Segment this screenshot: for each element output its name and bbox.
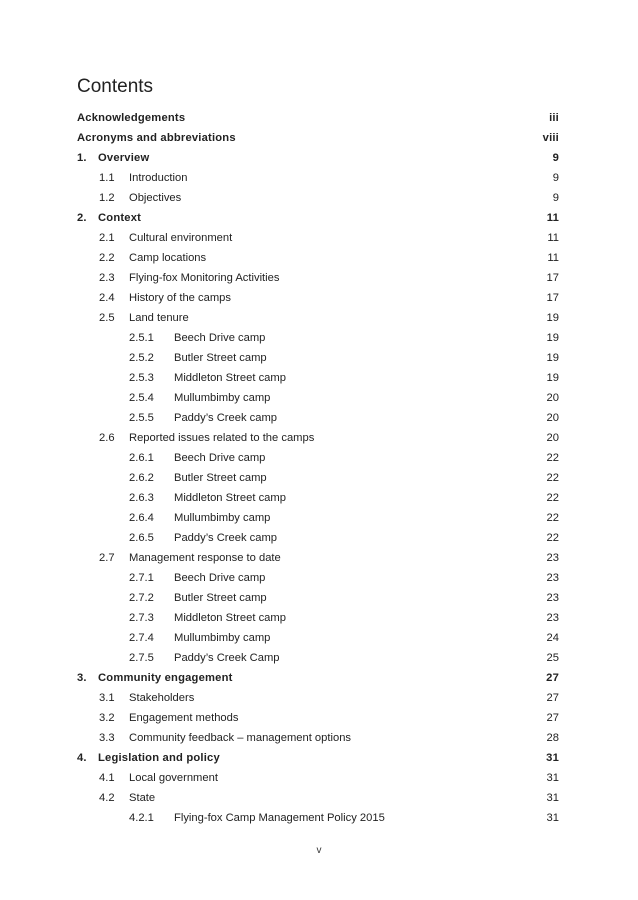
toc-entry[interactable] [0, 508, 638, 528]
toc-entry-page: 23 [546, 612, 559, 624]
toc-entry-number: 2.6.2 [129, 472, 154, 484]
toc-entry-number: 3.2 [99, 712, 115, 724]
toc-entry-page: iii [549, 112, 559, 124]
toc-entry-number: 4. [77, 752, 87, 764]
toc-entry-label: State [129, 792, 156, 804]
toc-entry-label: Butler Street camp [174, 472, 267, 484]
toc-entry-label: Beech Drive camp [174, 332, 266, 344]
toc-entry-number: 1.2 [99, 192, 115, 204]
toc-entry-number: 2.7.2 [129, 592, 154, 604]
toc-entry-number: 2.6.4 [129, 512, 154, 524]
toc-entry[interactable] [0, 768, 638, 788]
toc-entry-label: Management response to date [129, 552, 281, 564]
toc-entry-label: Butler Street camp [174, 592, 267, 604]
toc-entry-number: 1.1 [99, 172, 115, 184]
toc-entry-page: 28 [546, 732, 559, 744]
toc-entry-label: Legislation and policy [98, 752, 220, 764]
toc-entry-page: 20 [546, 412, 559, 424]
toc-entry-number: 2.7.1 [129, 572, 154, 584]
toc-entry-page: 20 [546, 432, 559, 444]
toc-entry-page: 23 [546, 572, 559, 584]
toc-entry-number: 2.5 [99, 312, 115, 324]
toc-entry-page: 11 [547, 232, 559, 244]
toc-entry[interactable] [0, 808, 638, 828]
toc-entry[interactable] [0, 128, 638, 148]
toc-entry-label: Stakeholders [129, 692, 195, 704]
toc-entry[interactable] [0, 268, 638, 288]
toc-entry-label: Engagement methods [129, 712, 239, 724]
table-of-contents [0, 108, 638, 828]
toc-entry-page: 22 [546, 512, 559, 524]
page-title: Contents [77, 76, 154, 97]
toc-entry-page: 11 [546, 212, 559, 224]
toc-entry[interactable] [0, 568, 638, 588]
toc-entry-number: 2.5.2 [129, 352, 154, 364]
toc-entry-page: 9 [552, 172, 559, 184]
toc-entry-label: Beech Drive camp [174, 452, 266, 464]
toc-entry-label: Mullumbimby camp [174, 392, 271, 404]
toc-entry-number: 2.6.5 [129, 532, 154, 544]
toc-entry-page: 31 [546, 752, 559, 764]
toc-entry-label: Middleton Street camp [174, 612, 286, 624]
toc-entry-page: 9 [552, 152, 559, 164]
toc-entry-label: Community engagement [98, 672, 233, 684]
toc-entry-number: 2.6.3 [129, 492, 154, 504]
toc-entry-label: Land tenure [129, 312, 189, 324]
toc-entry-number: 2.7.3 [129, 612, 154, 624]
toc-entry[interactable] [0, 648, 638, 668]
toc-entry-label: Middleton Street camp [174, 372, 286, 384]
toc-entry-label: Mullumbimby camp [174, 512, 271, 524]
toc-entry-label: Introduction [129, 172, 188, 184]
toc-entry-page: 23 [546, 592, 559, 604]
toc-entry[interactable] [0, 468, 638, 488]
toc-entry-label: Paddy’s Creek camp [174, 532, 278, 544]
toc-entry-number: 3. [77, 672, 87, 684]
toc-entry-page: 19 [546, 372, 559, 384]
toc-entry-number: 1. [77, 152, 87, 164]
page-number-footer: v [316, 845, 322, 856]
toc-entry[interactable] [0, 388, 638, 408]
toc-entry[interactable] [0, 348, 638, 368]
toc-entry-page: 19 [546, 312, 559, 324]
toc-entry-label: Paddy’s Creek camp [174, 412, 278, 424]
toc-entry[interactable] [0, 748, 638, 768]
toc-entry-number: 2.7.5 [129, 652, 154, 664]
toc-entry-number: 3.3 [99, 732, 115, 744]
toc-entry-label: Acronyms and abbreviations [77, 132, 236, 144]
toc-entry[interactable] [0, 168, 638, 188]
toc-entry[interactable] [0, 528, 638, 548]
toc-entry-label: Cultural environment [129, 232, 233, 244]
toc-entry[interactable] [0, 728, 638, 748]
toc-entry-page: 17 [546, 292, 559, 304]
toc-entry-page: 23 [546, 552, 559, 564]
toc-entry[interactable] [0, 588, 638, 608]
toc-entry-label: Butler Street camp [174, 352, 267, 364]
toc-entry-number: 2.5.4 [129, 392, 154, 404]
toc-entry-number: 2.3 [99, 272, 115, 284]
toc-entry[interactable] [0, 288, 638, 308]
toc-entry-page: 19 [546, 352, 559, 364]
toc-entry-label: Acknowledgements [77, 112, 186, 124]
toc-entry-label: Context [98, 212, 142, 224]
toc-entry-number: 2.7 [99, 552, 115, 564]
toc-entry-label: Mullumbimby camp [174, 632, 271, 644]
toc-entry-page: 22 [546, 472, 559, 484]
toc-entry-number: 2.7.4 [129, 632, 154, 644]
toc-entry-page: 9 [552, 192, 559, 204]
toc-entry-page: 31 [546, 772, 559, 784]
toc-entry[interactable] [0, 208, 638, 228]
toc-entry-label: Community feedback – management options [129, 732, 352, 744]
toc-entry-label: Middleton Street camp [174, 492, 286, 504]
toc-entry[interactable] [0, 148, 638, 168]
toc-entry[interactable] [0, 488, 638, 508]
toc-entry-number: 2.5.3 [129, 372, 154, 384]
toc-entry-page: 11 [547, 252, 559, 264]
toc-entry[interactable] [0, 368, 638, 388]
toc-entry-number: 4.2.1 [129, 812, 154, 824]
toc-entry-page: 25 [546, 652, 559, 664]
toc-entry[interactable] [0, 688, 638, 708]
toc-entry-label: Camp locations [129, 252, 207, 264]
toc-entry-number: 2.6 [99, 432, 115, 444]
toc-entry[interactable] [0, 328, 638, 348]
toc-entry-label: History of the camps [129, 292, 231, 304]
toc-entry[interactable] [0, 628, 638, 648]
toc-entry-page: 24 [546, 632, 559, 644]
toc-entry-number: 2.5.5 [129, 412, 154, 424]
toc-entry-page: 19 [546, 332, 559, 344]
toc-entry-label: Flying-fox Camp Management Policy 2015 [174, 812, 385, 824]
toc-entry[interactable] [0, 448, 638, 468]
toc-entry[interactable] [0, 408, 638, 428]
toc-entry-label: Paddy’s Creek Camp [174, 652, 280, 664]
toc-entry-label: Overview [98, 152, 150, 164]
toc-entry-number: 2.1 [99, 232, 115, 244]
toc-entry-number: 2.6.1 [129, 452, 154, 464]
toc-entry-label: Local government [129, 772, 218, 784]
toc-entry-page: viii [542, 132, 559, 144]
toc-entry-page: 22 [546, 492, 559, 504]
toc-entry-page: 31 [546, 812, 559, 824]
toc-entry[interactable] [0, 108, 638, 128]
toc-entry-number: 2.4 [99, 292, 115, 304]
toc-entry-page: 31 [546, 792, 559, 804]
toc-entry[interactable] [0, 788, 638, 808]
toc-entry-label: Objectives [129, 192, 182, 204]
toc-entry-label: Reported issues related to the camps [129, 432, 315, 444]
toc-entry-number: 3.1 [99, 692, 115, 704]
toc-entry-page: 27 [546, 672, 559, 684]
toc-entry-number: 4.1 [99, 772, 115, 784]
toc-entry-number: 2. [77, 212, 87, 224]
toc-entry[interactable] [0, 548, 638, 568]
toc-entry[interactable] [0, 248, 638, 268]
toc-entry[interactable] [0, 668, 638, 688]
toc-entry-page: 22 [546, 452, 559, 464]
toc-entry-number: 4.2 [99, 792, 115, 804]
toc-entry-page: 22 [546, 532, 559, 544]
toc-entry[interactable] [0, 228, 638, 248]
toc-entry-page: 27 [546, 712, 559, 724]
toc-entry[interactable] [0, 308, 638, 328]
toc-entry-label: Flying-fox Monitoring Activities [129, 272, 280, 284]
toc-entry[interactable] [0, 188, 638, 208]
toc-entry-page: 17 [546, 272, 559, 284]
toc-entry[interactable] [0, 428, 638, 448]
toc-entry[interactable] [0, 708, 638, 728]
toc-entry-number: 2.2 [99, 252, 115, 264]
toc-entry-number: 2.5.1 [129, 332, 154, 344]
toc-entry[interactable] [0, 608, 638, 628]
toc-entry-label: Beech Drive camp [174, 572, 266, 584]
toc-entry-page: 27 [546, 692, 559, 704]
toc-entry-page: 20 [546, 392, 559, 404]
